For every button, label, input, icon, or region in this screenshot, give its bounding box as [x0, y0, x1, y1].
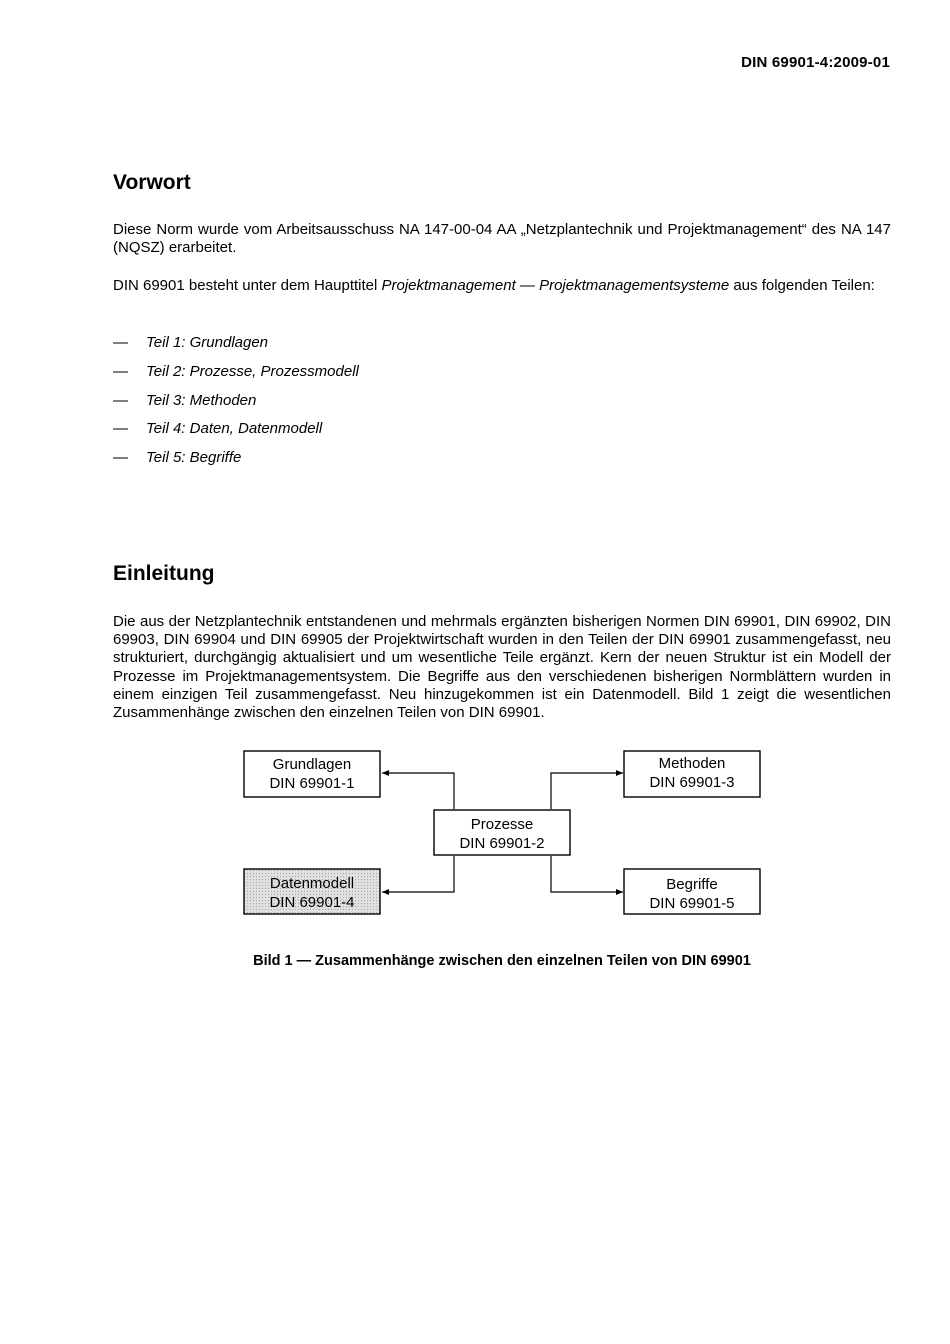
box-prozesse [434, 810, 570, 855]
figure-caption: Bild 1 — Zusammenhänge zwischen den einzelnen Teilen von DIN 69901 [253, 953, 751, 969]
connector-prozesse-datenmodell [382, 856, 454, 892]
connector-prozesse-begriffe [551, 856, 623, 892]
einleitung-heading: Einleitung [113, 562, 215, 585]
parts-list [113, 334, 359, 478]
list-item [113, 392, 359, 421]
methoden-code: DIN 69901-3 [649, 774, 735, 791]
connector-prozesse-grundlagen [382, 773, 454, 809]
datenmodell-code: DIN 69901-4 [269, 894, 355, 911]
vorwort-heading: Vorwort [113, 171, 191, 194]
connector-prozesse-methoden [551, 773, 623, 809]
dash-bullet: — [113, 362, 128, 380]
dash-bullet: — [113, 391, 128, 409]
begriffe-code: DIN 69901-5 [649, 895, 735, 912]
dash-bullet: — [113, 334, 128, 351]
box-begriffe [624, 869, 760, 914]
datenmodell-title: Datenmodell [269, 875, 355, 892]
para2-suffix: aus folgenden Teilen: [729, 277, 875, 294]
grundlagen-code: DIN 69901-1 [269, 775, 355, 792]
part-label: Teil 2: Prozesse, Prozessmodell [146, 362, 359, 380]
part-label: Teil 4: Daten, Datenmodell [146, 420, 323, 438]
box-datenmodell [244, 869, 380, 914]
part-label: Teil 3: Methoden [146, 391, 257, 409]
dash-bullet: — [113, 420, 128, 438]
methoden-title: Methoden [658, 755, 726, 772]
para2-prefix: DIN 69901 besteht unter dem Haupttitel [113, 277, 382, 294]
begriffe-title: Begriffe [666, 876, 718, 893]
prozesse-code: DIN 69901-2 [459, 835, 545, 852]
grundlagen-title: Grundlagen [272, 756, 352, 773]
part-label: Teil 5: Begriffe [146, 449, 242, 467]
dash-bullet: — [113, 449, 128, 467]
list-item [113, 334, 359, 363]
structure-diagram [238, 744, 768, 924]
vorwort-paragraph-2 [113, 277, 891, 295]
vorwort-paragraph-1: Diese Norm wurde vom Arbeitsausschuss NA 147-00-04 AA „Netzplantechnik und Projektmanagement“ des NA 147 (NQSZ) erarbeitet. [113, 221, 891, 257]
main-title: Projektmanagement — Projektmanagementsysteme [381, 277, 730, 294]
document-id: DIN 69901-4:2009-01 [741, 54, 890, 71]
box-methoden [624, 751, 760, 797]
list-item [113, 449, 359, 478]
part-label: Teil 1: Grundlagen [146, 334, 269, 351]
einleitung-paragraph: Die aus der Netzplantechnik entstandenen und mehrmals ergänzten bisherigen Normen DIN 69901, DIN 69902, DIN 69903, DIN 69904 und DIN 69905 der Projektwirtschaft wurden in den Teilen der DIN 69901 zusammengefasst, neu strukturiert, durchgängig aktualisiert und um wesentliche Teile ergänzt. Kern der neuen Struktur ist ein Modell der Prozesse im Projektmanagementsystem. Die Begriffe aus den verschiedenen bisherigen Normblättern wurden in einem einzigen Teil zusammengefasst. Neu hinzugekommen ist ein Datenmodell. Bild 1 zeigt die wesentlichen Zusammenhänge zwischen den einzelnen Teilen von DIN 69901. [113, 613, 891, 722]
prozesse-title: Prozesse [470, 816, 534, 833]
box-grundlagen [244, 751, 380, 797]
list-item [113, 420, 359, 449]
list-item [113, 363, 359, 392]
